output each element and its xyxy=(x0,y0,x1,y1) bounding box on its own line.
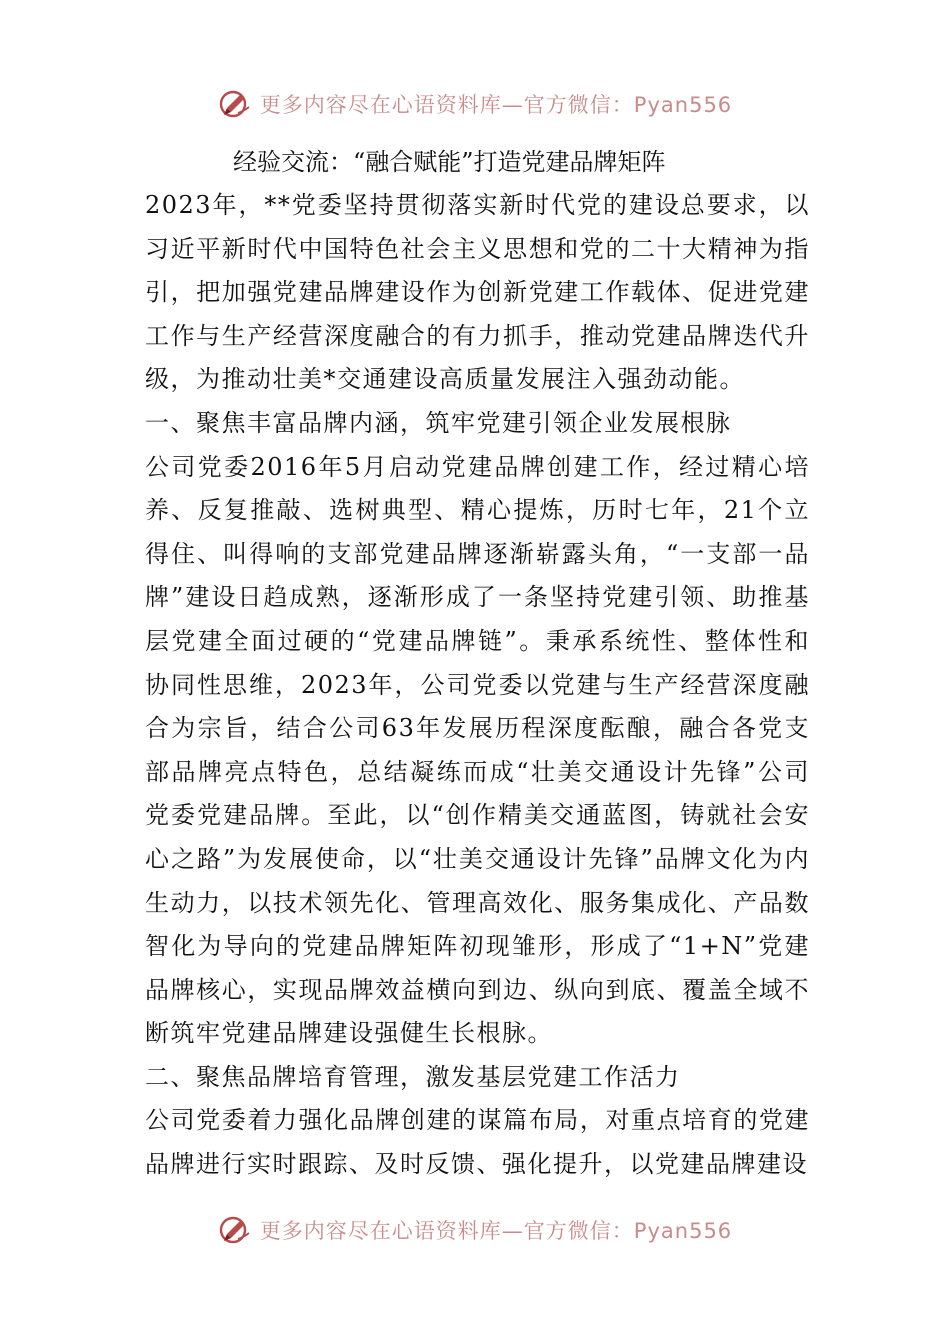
section-2-heading: 二、聚焦品牌培育管理，激发基层党建工作活力 xyxy=(145,1062,681,1091)
watermark-logo-icon xyxy=(218,1213,252,1247)
watermark-logo-icon xyxy=(218,87,252,121)
document-body xyxy=(145,140,810,1187)
section-1-heading: 一、聚焦丰富品牌内涵，筑牢党建引领企业发展根脉 xyxy=(145,408,732,437)
watermark-footer xyxy=(0,1210,950,1250)
watermark-text: 更多内容尽在心语资料库—官方微信：Pyan556 xyxy=(259,93,733,117)
section-2-paragraph: 公司党委着力强化品牌创建的谋篇布局，对重点培育的党建品牌进行实时跟踪、及时反馈、强化提升，以党建品牌建设 xyxy=(145,1106,810,1179)
watermark-text: 更多内容尽在心语资料库—官方微信：Pyan556 xyxy=(259,1219,733,1243)
intro-paragraph: 2023年，**党委坚持贯彻落实新时代党的建设总要求，以习近平新时代中国特色社会主义思想和党的二十大精神为指引，把加强党建品牌建设作为创新党建工作载体、促进党建工作与生产经营深度融合的有力抓手，推动党建品牌迭代升级，为推动壮美*交通建设高质量发展注入强劲动能。 xyxy=(145,191,810,394)
watermark-header xyxy=(0,84,950,124)
section-1-paragraph: 公司党委2016年5月启动党建品牌创建工作，经过精心培养、反复推敲、选树典型、精心提炼，历时七年，21个立得住、叫得响的支部党建品牌逐渐崭露头角，“一支部一品牌”建设日趋成熟，逐渐形成了一条坚持党建引领、助推基层党建全面过硬的“党建品牌链”。秉承系统性、整体性和协同性思维，2023年，公司党委以党建与生产经营深度融合为宗旨，结合公司63年发展历程深度酝酿，融合各党支部品牌亮点特色，总结凝练而成“壮美交通设计先锋”公司党委党建品牌。至此，以“创作精美交通蓝图，铸就社会安心之路”为发展使命，以“壮美交通设计先锋”品牌文化为内生动力，以技术领先化、管理高效化、服务集成化、产品数智化为导向的党建品牌矩阵初现雏形，形成了“1+N”党建品牌核心，实现品牌效益横向到边、纵向到底、覆盖全域不断筑牢党建品牌建设强健生长根脉。 xyxy=(145,452,810,1048)
document-title: 经验交流：“融合赋能”打造党建品牌矩阵 xyxy=(233,148,666,176)
